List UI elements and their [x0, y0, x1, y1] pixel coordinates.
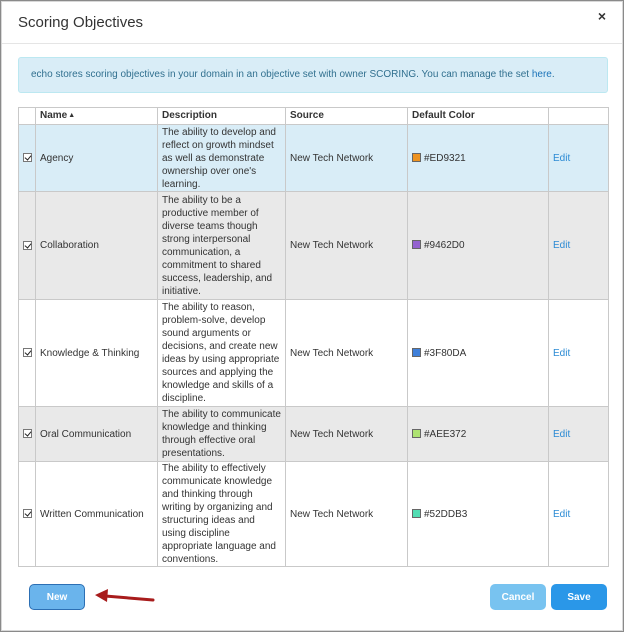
- objective-source: New Tech Network: [286, 407, 408, 462]
- table-row: [19, 462, 609, 567]
- table-row: [19, 125, 609, 192]
- header-divider: [2, 43, 622, 44]
- close-icon[interactable]: ×: [597, 8, 607, 24]
- cancel-button[interactable]: Cancel: [490, 584, 546, 610]
- info-alert: [18, 57, 608, 93]
- objective-source: New Tech Network: [286, 462, 408, 567]
- dialog-title: Scoring Objectives: [18, 14, 144, 31]
- objective-name: Oral Communication: [36, 407, 158, 462]
- edit-cell: [549, 407, 609, 462]
- row-checkbox-cell: [19, 462, 36, 567]
- edit-cell: [549, 192, 609, 300]
- color-swatch: [412, 509, 421, 518]
- new-button[interactable]: New: [29, 584, 85, 610]
- row-checkbox[interactable]: [23, 153, 32, 162]
- source-header: Source: [286, 108, 408, 125]
- objective-color: [408, 462, 549, 567]
- table-row: [19, 300, 609, 407]
- edit-link[interactable]: Edit: [553, 240, 571, 251]
- row-checkbox[interactable]: [23, 241, 32, 250]
- select-header: [19, 108, 36, 125]
- manage-set-link[interactable]: here: [531, 69, 552, 80]
- table-row: [19, 192, 609, 300]
- edit-link[interactable]: Edit: [553, 152, 571, 164]
- objectives-table: [18, 107, 609, 567]
- color-swatch: [412, 348, 421, 357]
- row-checkbox[interactable]: [23, 509, 32, 518]
- objective-description: The ability to effectively communicate knowledge and thinking through writing by organizing and structuring ideas and using discipline appropriate language and conventions.: [158, 462, 286, 567]
- objective-color: [408, 192, 549, 300]
- table-row: [19, 407, 609, 462]
- row-checkbox[interactable]: [23, 429, 32, 438]
- color-swatch: [412, 429, 421, 438]
- row-checkbox-cell: [19, 300, 36, 407]
- edit-link[interactable]: Edit: [553, 508, 571, 520]
- objective-description: The ability to be a productive member of diverse teams though strong interpersonal communication, a commitment to shared success, leadership, and initiative.: [158, 192, 286, 300]
- objective-name: Collaboration: [36, 192, 158, 300]
- save-button[interactable]: Save: [551, 584, 607, 610]
- annotation-arrow-icon: [93, 587, 157, 609]
- color-hex: #9462D0: [424, 240, 465, 251]
- edit-link[interactable]: Edit: [553, 347, 571, 359]
- color-hex: #3F80DA: [424, 347, 467, 359]
- edit-cell: [549, 462, 609, 567]
- objective-source: New Tech Network: [286, 192, 408, 300]
- objective-name: Written Communication: [36, 462, 158, 567]
- objective-color: [408, 300, 549, 407]
- color-swatch: [412, 153, 421, 162]
- objective-description: The ability to develop and reflect on growth mindset as well as demonstrate ownership over one's learning.: [158, 125, 286, 192]
- edit-cell: [549, 300, 609, 407]
- color-hex: #52DDB3: [424, 508, 468, 520]
- objective-color: [408, 125, 549, 192]
- edit-link[interactable]: Edit: [553, 428, 571, 440]
- objective-source: New Tech Network: [286, 125, 408, 192]
- row-checkbox-cell: [19, 125, 36, 192]
- table-header-row: [19, 108, 609, 125]
- name-header[interactable]: Name▲: [36, 108, 158, 125]
- row-checkbox[interactable]: [23, 348, 32, 357]
- info-text: echo stores scoring objectives in your domain in an objective set with owner SCORING. You can manage the set: [31, 69, 532, 80]
- objective-description: The ability to reason, problem-solve, develop sound arguments or decisions, and create new ideas by using appropriate sources and applying the knowledge and skills of a discipline.: [158, 300, 286, 407]
- sort-ascending-icon: ▲: [68, 112, 76, 119]
- color-hex: #AEE372: [424, 428, 467, 440]
- color-hex: #ED9321: [424, 152, 466, 164]
- info-text-tail: .: [551, 69, 555, 80]
- objective-name: Knowledge & Thinking: [36, 300, 158, 407]
- objective-source: New Tech Network: [286, 300, 408, 407]
- color-swatch: [412, 240, 421, 249]
- objective-description: The ability to communicate knowledge and thinking through effective oral presentations.: [158, 407, 286, 462]
- default-color-header: Default Color: [408, 108, 549, 125]
- description-header: Description: [158, 108, 286, 125]
- row-checkbox-cell: [19, 192, 36, 300]
- row-checkbox-cell: [19, 407, 36, 462]
- objective-name: Agency: [36, 125, 158, 192]
- actions-header: [549, 108, 609, 125]
- objective-color: [408, 407, 549, 462]
- edit-cell: [549, 125, 609, 192]
